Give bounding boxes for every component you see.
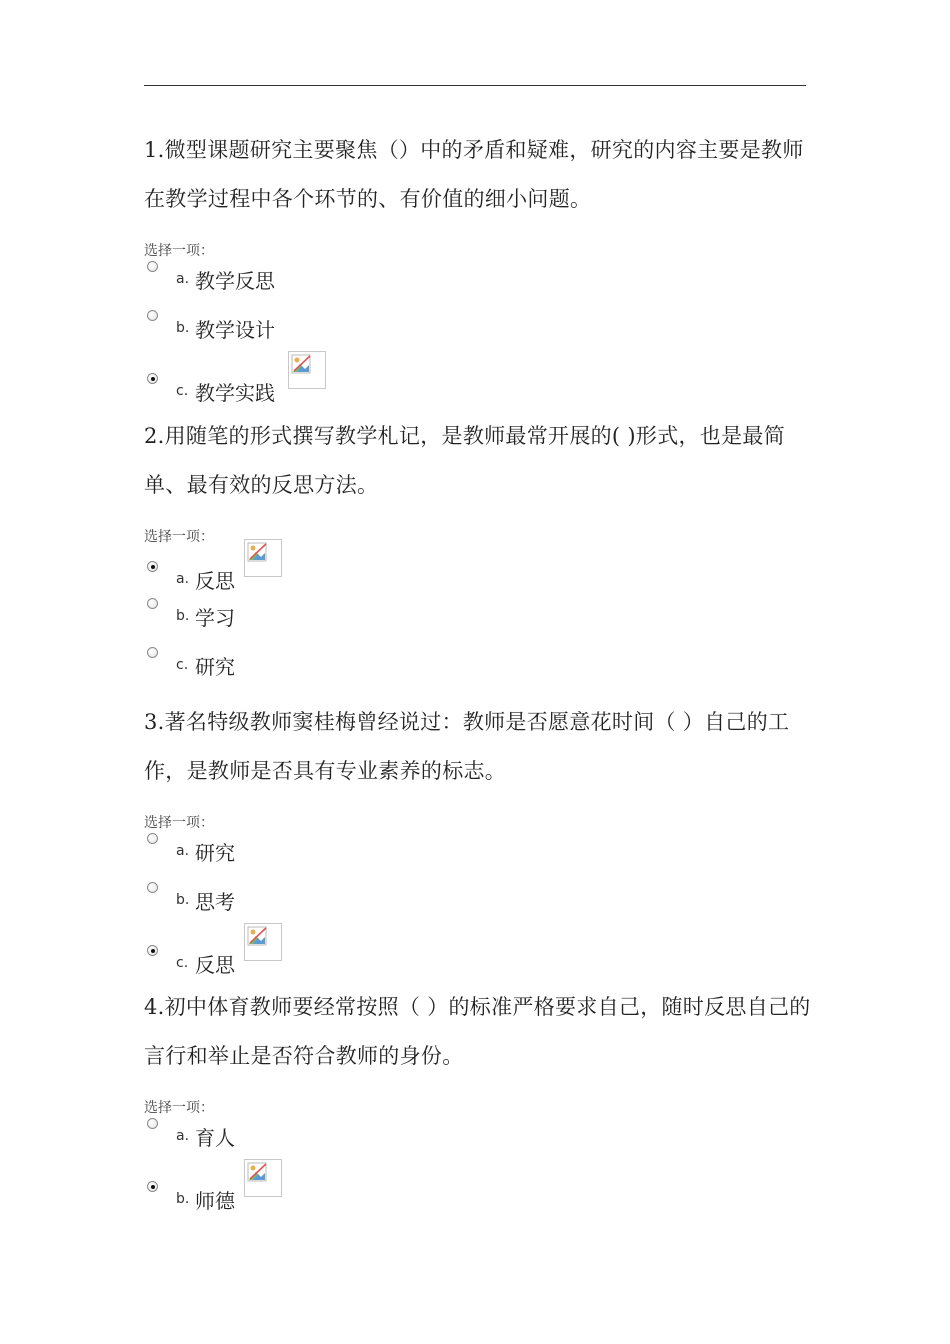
- option-a[interactable]: [144, 561, 812, 598]
- option-letter: a.: [176, 843, 190, 859]
- option-letter: c.: [176, 383, 189, 399]
- option-text: 反思: [195, 953, 235, 977]
- radio-button[interactable]: [147, 310, 158, 321]
- option-letter: c.: [176, 955, 189, 971]
- radio-button[interactable]: [147, 882, 158, 893]
- broken-image-icon: [244, 923, 282, 961]
- option-text: 学习: [195, 606, 235, 630]
- radio-button-selected[interactable]: [147, 945, 158, 956]
- option-c[interactable]: [144, 647, 812, 696]
- radio-button-selected[interactable]: [147, 561, 158, 572]
- option-a[interactable]: [144, 261, 812, 310]
- radio-button[interactable]: [147, 261, 158, 272]
- question-text: 1.微型课题研究主要聚焦（）中的矛盾和疑难，研究的内容主要是教师在教学过程中各个环节的、有价值的细小问题。: [144, 138, 804, 211]
- option-text: 反思: [195, 569, 235, 593]
- option-text: 育人: [195, 1126, 235, 1150]
- question-1: [144, 126, 812, 422]
- radio-button[interactable]: [147, 833, 158, 844]
- option-letter: b.: [176, 892, 190, 908]
- choose-one-label: 选择一项：: [144, 243, 214, 259]
- option-text: 研究: [195, 655, 235, 679]
- option-text: 研究: [195, 841, 235, 865]
- question-text: 4.初中体育教师要经常按照（ ）的标准严格要求自己，随时反思自己的言行和举止是否符合教师的身份。: [144, 995, 811, 1068]
- radio-button[interactable]: [147, 598, 158, 609]
- option-text: 师德: [195, 1189, 235, 1213]
- radio-button-selected[interactable]: [147, 373, 158, 384]
- option-a[interactable]: [144, 833, 812, 882]
- option-b[interactable]: [144, 1181, 812, 1230]
- option-letter: b.: [176, 320, 190, 336]
- radio-button[interactable]: [147, 647, 158, 658]
- option-letter: b.: [176, 1191, 190, 1207]
- option-text: 思考: [195, 890, 235, 914]
- option-b[interactable]: [144, 310, 812, 359]
- choose-one-label: 选择一项：: [144, 815, 214, 831]
- radio-button-selected[interactable]: [147, 1181, 158, 1192]
- option-letter: a.: [176, 571, 190, 587]
- top-divider: [144, 85, 806, 86]
- broken-image-icon: [244, 539, 282, 577]
- option-letter: c.: [176, 657, 189, 673]
- option-letter: a.: [176, 271, 190, 287]
- question-text: 3.著名特级教师窦桂梅曾经说过：教师是否愿意花时间（ ）自己的工作，是教师是否具有专业素养的标志。: [144, 710, 790, 783]
- option-text: 教学设计: [195, 318, 275, 342]
- broken-image-icon: [244, 1159, 282, 1197]
- option-b[interactable]: [144, 598, 812, 647]
- broken-image-icon: [288, 351, 326, 389]
- option-letter: a.: [176, 1128, 190, 1144]
- radio-button[interactable]: [147, 1118, 158, 1129]
- choose-one-label: 选择一项：: [144, 529, 214, 545]
- option-text: 教学反思: [195, 269, 275, 293]
- choose-one-label: 选择一项：: [144, 1100, 214, 1116]
- option-text: 教学实践: [195, 381, 275, 405]
- question-3: [144, 698, 812, 994]
- question-2: [144, 412, 812, 696]
- question-4: [144, 983, 812, 1230]
- question-text: 2.用随笔的形式撰写教学札记，是教师最常开展的( )形式，也是最简单、最有效的反思方法。: [144, 424, 785, 497]
- option-letter: b.: [176, 608, 190, 624]
